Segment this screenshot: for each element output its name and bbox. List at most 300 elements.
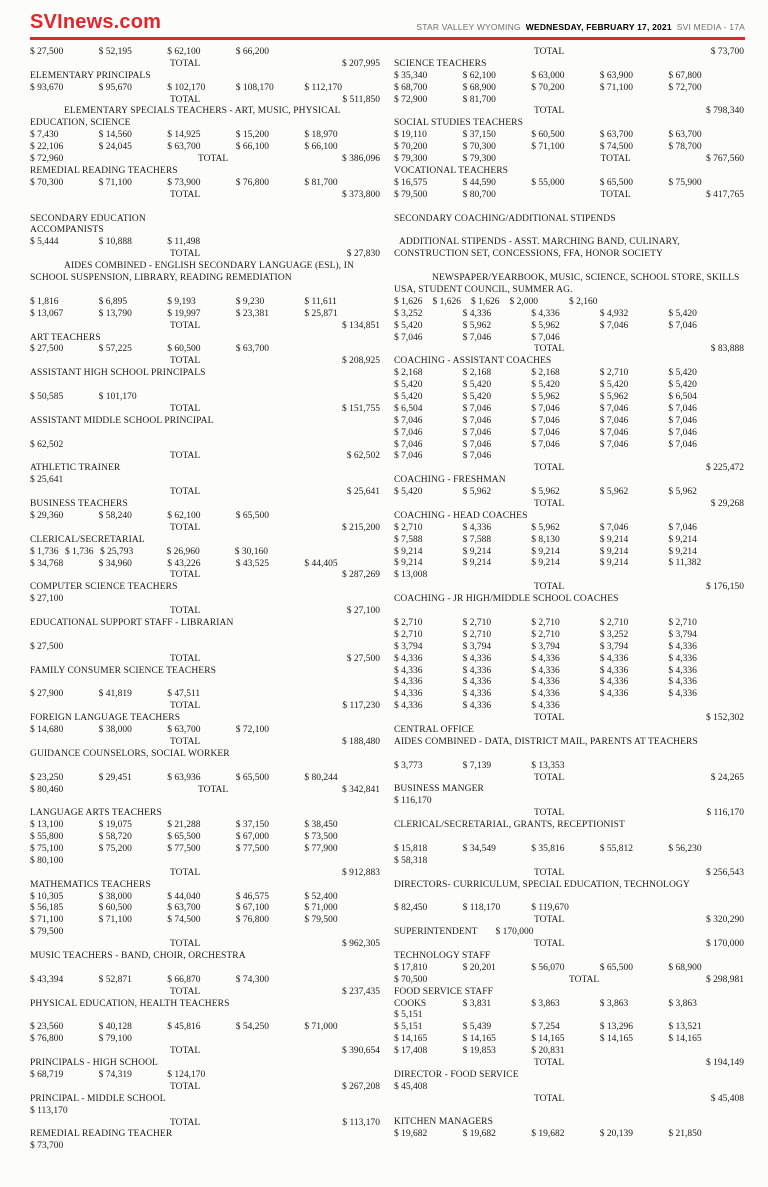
salary-row [394, 1082, 744, 1094]
salary-row [394, 404, 744, 416]
blank-line [30, 796, 380, 808]
salary-value: $ 23,381 [235, 308, 270, 319]
salary-value: $ 7,046 [668, 427, 697, 438]
total-label: TOTAL [170, 189, 201, 200]
salary-value: $ 5,962 [462, 487, 492, 498]
salary-value: $ 78,700 [668, 142, 702, 153]
salary-value: $ 2,000 [509, 296, 538, 307]
salary-value: $ 14,165 [462, 1034, 496, 1045]
salary-value: $ 54,250 [235, 1022, 270, 1033]
total-label: TOTAL [170, 1117, 201, 1128]
total-row [394, 154, 744, 166]
salary-value: $ 7,046 [668, 522, 697, 533]
salary-value: $ 65,500 [599, 962, 634, 973]
salary-value: $ 4,336 [394, 689, 423, 700]
salary-value: $ 18,970 [304, 130, 338, 141]
blank-line [30, 963, 380, 975]
salary-value: $ 2,710 [394, 617, 423, 628]
total-amount: $ 116,170 [706, 808, 744, 819]
salary-row [394, 999, 744, 1011]
salary-value: $ 27,100 [30, 594, 64, 605]
salary-value: $ 44,590 [462, 177, 496, 188]
salary-value: $ 9,214 [668, 546, 697, 557]
blank-line [394, 261, 744, 273]
salary-row [30, 642, 380, 654]
salary-row [30, 309, 380, 321]
salary-value: $ 55,800 [30, 832, 64, 843]
salary-row [394, 761, 744, 773]
blank-line [394, 892, 744, 904]
salary-value: $ 19,682 [394, 1129, 428, 1140]
total-amount: $ 27,100 [346, 606, 380, 617]
salary-value: $ 57,225 [98, 344, 132, 355]
salary-value: $ 5,420 [599, 380, 629, 391]
salary-value: $ 25,793 [100, 546, 134, 557]
total-label: TOTAL [534, 713, 565, 724]
salary-value: $ 67,100 [235, 903, 270, 914]
section-heading: ATHLETIC TRAINER [30, 463, 121, 474]
salary-value: $ 70,200 [531, 82, 565, 93]
section-heading: VOCATIONAL TEACHERS [394, 165, 509, 176]
salary-value: $ 13,353 [531, 760, 565, 771]
section-heading: PRINCIPALS - HIGH SCHOOL [30, 1058, 158, 1069]
total-amount: $ 373,800 [342, 189, 380, 200]
salary-row [30, 856, 380, 868]
salary-value: $ 5,962 [462, 320, 492, 331]
salary-value: $ 2,710 [394, 629, 423, 640]
salary-value: $ 95,670 [98, 82, 132, 93]
total-label: TOTAL [170, 94, 201, 105]
salary-value: $ 5,151 [394, 1010, 423, 1021]
total-row [30, 606, 380, 618]
salary-value: $ 77,900 [304, 843, 338, 854]
salary-value: $ 3,794 [531, 641, 560, 652]
section-heading: EDUCATIONAL SUPPORT STAFF - LIBRARIAN [30, 617, 234, 628]
section-heading: AIDES COMBINED - ENGLISH SECONDARY LANGUAGE (ESL), IN SCHOOL SUSPENSION, LIBRARY, READING REMEDIATION [30, 261, 354, 284]
salary-value: $ 5,962 [668, 487, 697, 498]
salary-value: $ 3,863 [668, 998, 697, 1009]
salary-value: $ 5,962 [531, 522, 560, 533]
salary-value: $ 7,046 [394, 332, 423, 343]
section-heading: ART TEACHERS [30, 332, 101, 343]
total-row [394, 499, 744, 511]
salary-value: $ 60,500 [531, 130, 565, 141]
salary-value: $ 27,500 [30, 641, 64, 652]
salary-row [30, 178, 380, 190]
salary-value: $ 7,046 [531, 403, 560, 414]
total-amount: $ 45,408 [710, 1093, 744, 1104]
blank-line [30, 428, 380, 440]
salary-value: $ 72,900 [394, 94, 428, 105]
salary-value: $ 52,400 [304, 891, 338, 902]
blank-line [30, 202, 380, 214]
salary-value: $ 5,151 [394, 1022, 423, 1033]
salary-value: $ 72,960 [30, 154, 64, 165]
salary-row [30, 1022, 380, 1034]
salary-value: $ 1,626 [471, 296, 500, 307]
salary-value: $ 46,575 [235, 891, 270, 902]
section-heading: CLERICAL/SECRETARIAL [30, 534, 145, 545]
salary-row [394, 1010, 744, 1022]
salary-value: $ 71,000 [304, 1022, 338, 1033]
salary-row [394, 1046, 744, 1058]
salary-row [394, 630, 744, 642]
section-heading: ASSISTANT HIGH SCHOOL PRINCIPALS [30, 368, 206, 379]
salary-value: $ 7,046 [394, 439, 423, 450]
salary-value: $ 2,710 [531, 629, 560, 640]
salary-row [394, 1129, 744, 1141]
salary-value: $ 72,100 [235, 725, 270, 736]
salary-value: $ 19,682 [462, 1129, 496, 1140]
salary-value: $ 72,700 [668, 82, 702, 93]
salary-value: $ 7,046 [531, 439, 560, 450]
total-label: TOTAL [170, 487, 201, 498]
section-heading: FOOD SERVICE STAFF [394, 986, 493, 997]
salary-value: $ 7,046 [462, 451, 492, 462]
salary-value: $ 35,816 [531, 843, 565, 854]
salary-value: $ 26,960 [166, 546, 200, 557]
total-row [394, 915, 744, 927]
salary-value: $ 15,200 [235, 130, 270, 141]
salary-row [30, 832, 380, 844]
salary-value: $ 7,046 [668, 439, 697, 450]
dateline [416, 22, 745, 32]
salary-row [394, 963, 744, 975]
salary-row [30, 440, 380, 452]
salary-row [394, 547, 744, 559]
salary-value: $ 7,046 [668, 403, 697, 414]
salary-value: $ 7,046 [668, 415, 697, 426]
salary-value: $ 2,168 [394, 368, 423, 379]
salary-value: $ 70,500 [394, 974, 428, 985]
salary-value: $ 17,810 [394, 962, 428, 973]
salary-row [30, 1070, 380, 1082]
salary-value: $ 4,336 [394, 665, 423, 676]
total-row [394, 773, 744, 785]
salary-value: $ 124,170 [167, 1069, 206, 1080]
salary-value: $ 67,800 [668, 70, 702, 81]
salary-value: $ 62,100 [462, 70, 496, 81]
total-amount: $ 73,700 [710, 47, 744, 57]
section-heading: SECONDARY EDUCATION [30, 213, 146, 224]
blank-line [394, 1106, 744, 1118]
salary-value: $ 93,670 [30, 82, 64, 93]
salary-row [394, 1034, 744, 1046]
total-label: TOTAL [170, 1081, 201, 1092]
salary-value: $ 19,110 [394, 130, 427, 141]
salary-value: $ 4,336 [462, 701, 492, 712]
salary-row [30, 392, 380, 404]
total-row [30, 154, 380, 166]
salary-value: $ 29,360 [30, 510, 64, 521]
salary-value: $ 63,700 [167, 903, 201, 914]
total-amount: $ 342,841 [342, 784, 380, 795]
salary-row [394, 380, 744, 392]
section-heading: ELEMENTARY PRINCIPALS [30, 70, 151, 81]
salary-value: $ 14,925 [167, 130, 201, 141]
dateline-date: WEDNESDAY, FEBRUARY 17, 2021 [525, 22, 672, 32]
salary-value: $ 9,214 [462, 558, 492, 569]
salary-value: $ 75,200 [98, 843, 132, 854]
total-amount: $ 27,500 [346, 653, 380, 664]
salary-value: $ 101,170 [98, 391, 137, 402]
section-heading: NEWSPAPER/YEARBOOK, MUSIC, SCIENCE, SCHOOL STORE, SKILLS USA, STUDENT COUNCIL, SUMMER AG. [394, 273, 740, 295]
salary-value: $ 5,962 [531, 487, 560, 498]
total-label: TOTAL [170, 939, 201, 950]
salary-row [394, 666, 744, 678]
salary-value: $ 5,444 [30, 237, 59, 248]
salary-value: $ 4,932 [599, 308, 629, 319]
salary-value: $ 9,214 [668, 534, 697, 545]
section-heading: PRINCIPAL - MIDDLE SCHOOL [30, 1093, 166, 1104]
salary-row [30, 975, 380, 987]
salary-value: $ 68,900 [462, 82, 496, 93]
salary-value: $ 21,288 [167, 820, 201, 831]
salary-value: $ 44,405 [304, 558, 338, 569]
salary-value: $ 63,700 [167, 142, 201, 153]
salary-row [30, 130, 380, 142]
total-label: TOTAL [534, 344, 565, 355]
salary-value: $ 4,336 [531, 677, 560, 688]
salary-value: $ 9,230 [235, 296, 265, 307]
total-label: TOTAL [170, 736, 201, 747]
salary-value: $ 6,895 [98, 296, 128, 307]
salary-value: $ 37,150 [235, 820, 270, 831]
total-row [30, 356, 380, 368]
salary-value: $ 65,500 [167, 832, 201, 843]
salary-value: $ 70,300 [30, 177, 64, 188]
salary-value: $ 73,700 [30, 1141, 64, 1152]
salary-row [30, 142, 380, 154]
total-amount: $ 152,302 [706, 713, 744, 724]
total-amount: $ 62,502 [346, 451, 380, 462]
salary-value: $ 73,500 [304, 832, 338, 843]
salary-row [30, 725, 380, 737]
total-label: TOTAL [170, 58, 201, 69]
salary-value: $ 4,336 [462, 689, 492, 700]
salary-value: $ 76,800 [30, 1034, 64, 1045]
salary-value: $ 13,790 [98, 308, 132, 319]
total-label: TOTAL [569, 974, 600, 985]
salary-value: $ 20,201 [462, 962, 496, 973]
salary-value: $ 22,106 [30, 142, 64, 153]
salary-value: $ 5,962 [599, 391, 629, 402]
salary-value: $ 4,336 [462, 665, 492, 676]
salary-row [30, 511, 380, 523]
salary-value: $ 112,170 [304, 82, 343, 93]
salary-value: $ 7,046 [599, 403, 629, 414]
salary-value: $ 4,336 [668, 689, 697, 700]
salary-value: $ 4,336 [668, 653, 697, 664]
salary-value: $ 35,340 [394, 70, 428, 81]
salary-value: $ 55,000 [531, 177, 565, 188]
salary-value: $ 4,336 [531, 665, 560, 676]
salary-value: $ 62,100 [167, 510, 201, 521]
total-amount: $ 298,981 [706, 974, 744, 985]
salary-value: $ 7,139 [462, 760, 492, 771]
salary-value: $ 3,831 [462, 998, 492, 1009]
salary-value: $ 77,500 [235, 843, 270, 854]
salary-row [394, 558, 744, 570]
total-amount: $ 287,269 [342, 570, 380, 581]
salary-value: $ 11,498 [167, 237, 201, 248]
section-heading: REMEDIAL READING TEACHERS [30, 165, 178, 176]
blank-line [30, 630, 380, 642]
salary-value: $ 1,626 [394, 296, 423, 307]
total-row [394, 868, 744, 880]
salary-value: $ 7,046 [462, 439, 492, 450]
salary-value: $ 40,128 [98, 1022, 132, 1033]
salary-value: $ 4,336 [668, 641, 697, 652]
salary-row [30, 820, 380, 832]
section-heading: LANGUAGE ARTS TEACHERS [30, 808, 162, 819]
salary-value: $ 10,888 [98, 237, 132, 248]
salary-value: $ 5,420 [394, 391, 423, 402]
salary-value: COOKS [394, 998, 427, 1009]
salary-value: $ 5,420 [394, 487, 423, 498]
section-heading: COMPUTER SCIENCE TEACHERS [30, 582, 178, 593]
section-heading: ELEMENTARY SPECIALS TEACHERS - ART, MUSIC, PHYSICAL EDUCATION, SCIENCE [30, 106, 341, 129]
salary-value: $ 13,296 [599, 1022, 634, 1033]
total-row [394, 939, 744, 951]
salary-value: $ 8,130 [531, 534, 560, 545]
salary-row [394, 677, 744, 689]
total-label: TOTAL [170, 320, 201, 331]
salary-value: $ 7,046 [394, 427, 423, 438]
salary-value: $ 4,336 [668, 665, 697, 676]
total-row [30, 785, 380, 797]
salary-value: $ 9,214 [394, 546, 423, 557]
salary-row [394, 71, 744, 83]
total-amount: $ 208,925 [342, 356, 380, 367]
salary-value: $ 6,504 [394, 403, 423, 414]
salary-row [30, 892, 380, 904]
total-row [30, 570, 380, 582]
salary-value: $ 5,962 [531, 391, 560, 402]
total-amount: $ 113,170 [342, 1117, 380, 1128]
salary-value: $ 5,962 [531, 320, 560, 331]
total-label: TOTAL [170, 451, 201, 462]
salary-row [394, 130, 744, 142]
salary-row [30, 559, 380, 571]
salary-value: $ 71,100 [531, 142, 565, 153]
salary-value: $ 44,040 [167, 891, 201, 902]
total-label: TOTAL [534, 463, 565, 474]
total-label: TOTAL [534, 499, 565, 509]
salary-value: $ 113,170 [30, 1105, 68, 1116]
section-heading: FOREIGN LANGUAGE TEACHERS [30, 713, 181, 724]
salary-value: $ 67,000 [235, 832, 270, 843]
total-row [394, 106, 744, 118]
salary-value: $ 170,000 [495, 927, 534, 938]
total-label: TOTAL [170, 986, 201, 997]
salary-value: $ 4,336 [531, 701, 560, 712]
salary-row [30, 475, 380, 487]
salary-value: $ 13,008 [394, 570, 428, 581]
salary-value: $ 5,420 [394, 380, 423, 391]
total-label: TOTAL [534, 915, 565, 926]
salary-value: $ 7,046 [599, 427, 629, 438]
salary-value: $ 2,160 [569, 296, 598, 307]
section-heading: SCIENCE TEACHERS [394, 58, 487, 69]
salary-value: $ 66,100 [304, 142, 338, 153]
salary-value: $ 82,450 [394, 903, 428, 914]
salary-value: $ 79,300 [462, 154, 496, 165]
salary-row [394, 689, 744, 701]
total-label: TOTAL [534, 808, 565, 819]
salary-value: $ 5,962 [599, 487, 629, 498]
salary-value: $ 5,420 [668, 368, 697, 379]
salary-value: $ 9,214 [462, 546, 492, 557]
total-row [30, 1118, 380, 1130]
salary-value: $ 7,046 [668, 320, 697, 331]
total-label: TOTAL [198, 784, 229, 795]
salary-value: $ 71,000 [304, 903, 338, 914]
salary-value: $ 34,768 [30, 558, 64, 569]
salary-row [394, 796, 744, 808]
salary-value: $ 3,252 [394, 308, 423, 319]
total-amount: $ 767,560 [706, 154, 744, 165]
total-row [30, 654, 380, 666]
total-row [30, 1046, 380, 1058]
salary-value: $ 56,070 [531, 962, 565, 973]
salary-value: $ 63,700 [599, 130, 634, 141]
salary-value: $ 34,549 [462, 843, 496, 854]
blank-line [30, 285, 380, 297]
section-heading: MATHEMATICS TEACHERS [30, 879, 151, 890]
total-label: TOTAL [170, 867, 201, 878]
total-amount: $ 225,472 [706, 463, 744, 474]
total-row [394, 582, 744, 594]
salary-value: $ 66,100 [235, 142, 270, 153]
total-label: TOTAL [170, 570, 201, 581]
total-amount: $ 117,230 [342, 701, 380, 712]
salary-value: $ 4,336 [394, 701, 423, 712]
salary-value: $ 13,521 [668, 1022, 702, 1033]
salary-value: $ 58,240 [98, 510, 132, 521]
salary-value: $ 71,100 [599, 82, 634, 93]
salary-row [394, 451, 744, 463]
total-amount: $ 962,305 [342, 939, 380, 950]
salary-value: $ 3,794 [668, 629, 697, 640]
total-row [30, 987, 380, 999]
salary-value: $ 6,504 [668, 391, 697, 402]
salary-value: $ 63,700 [235, 344, 270, 355]
salary-value: $ 108,170 [235, 82, 274, 93]
section-heading: ACCOMPANISTS [30, 225, 104, 236]
masthead-logo: SVInews.com [30, 11, 162, 33]
salary-value: $ 80,460 [30, 784, 64, 795]
total-amount: $ 176,150 [706, 582, 744, 593]
total-row [394, 1058, 744, 1070]
salary-value: $ 80,700 [462, 189, 496, 200]
salary-row [394, 642, 744, 654]
salary-value: $ 62,100 [167, 47, 201, 57]
salary-value: $ 37,150 [462, 130, 496, 141]
salary-value: $ 23,250 [30, 772, 64, 783]
section-heading: FAMILY CONSUMER SCIENCE TEACHERS [30, 665, 217, 676]
total-label: TOTAL [170, 356, 201, 367]
salary-value: $ 9,214 [599, 558, 629, 569]
salary-value: $ 74,300 [235, 974, 270, 985]
salary-value: $ 63,936 [167, 772, 201, 783]
section-heading: SOCIAL STUDIES TEACHERS [394, 118, 523, 129]
salary-value: $ 71,100 [30, 915, 64, 926]
blank-line [394, 225, 744, 237]
total-row [30, 404, 380, 416]
salary-value: $ 14,560 [98, 130, 132, 141]
total-label: TOTAL [170, 249, 201, 260]
